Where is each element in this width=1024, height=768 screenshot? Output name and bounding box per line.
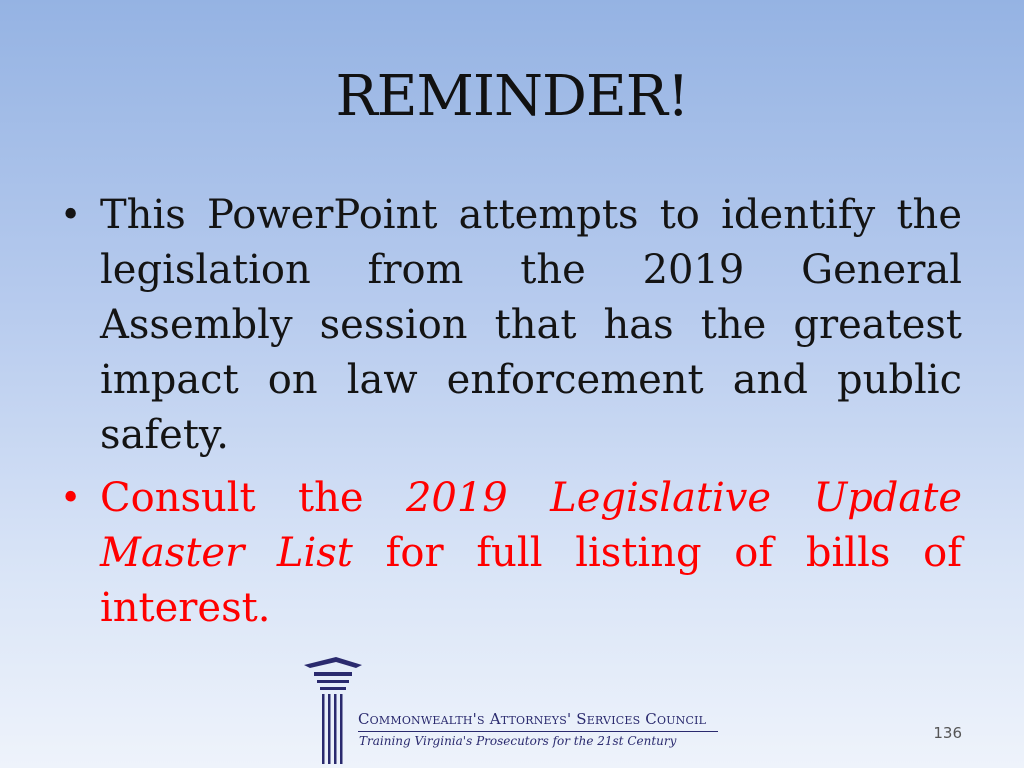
page-number: 136 xyxy=(933,724,962,742)
logo-divider xyxy=(358,731,718,732)
bullet-text: This PowerPoint attempts to identify the legislation from the 2019 General Assembly session that has the greatest impact on law enforcement and public safety. xyxy=(100,192,962,458)
bullet-dot-icon: • xyxy=(60,478,82,519)
logo-organization-name: Commonwealth's Attorneys' Services Council xyxy=(358,710,707,728)
casc-logo xyxy=(300,655,730,765)
bullet-text-prefix: Consult the xyxy=(100,475,406,521)
bullet-item xyxy=(56,188,962,463)
bullet-item-highlight xyxy=(56,471,962,636)
bullet-dot-icon: • xyxy=(60,195,82,236)
bullet-text-suffix: for full listing of bills of interest. xyxy=(100,530,962,631)
slide-title: REMINDER! xyxy=(335,64,689,129)
bullet-text-italic: 2019 Legislative Update Master List xyxy=(100,475,962,576)
bullet-list xyxy=(56,188,962,644)
logo-tagline: Training Virginia's Prosecutors for the 21st Century xyxy=(359,734,677,748)
